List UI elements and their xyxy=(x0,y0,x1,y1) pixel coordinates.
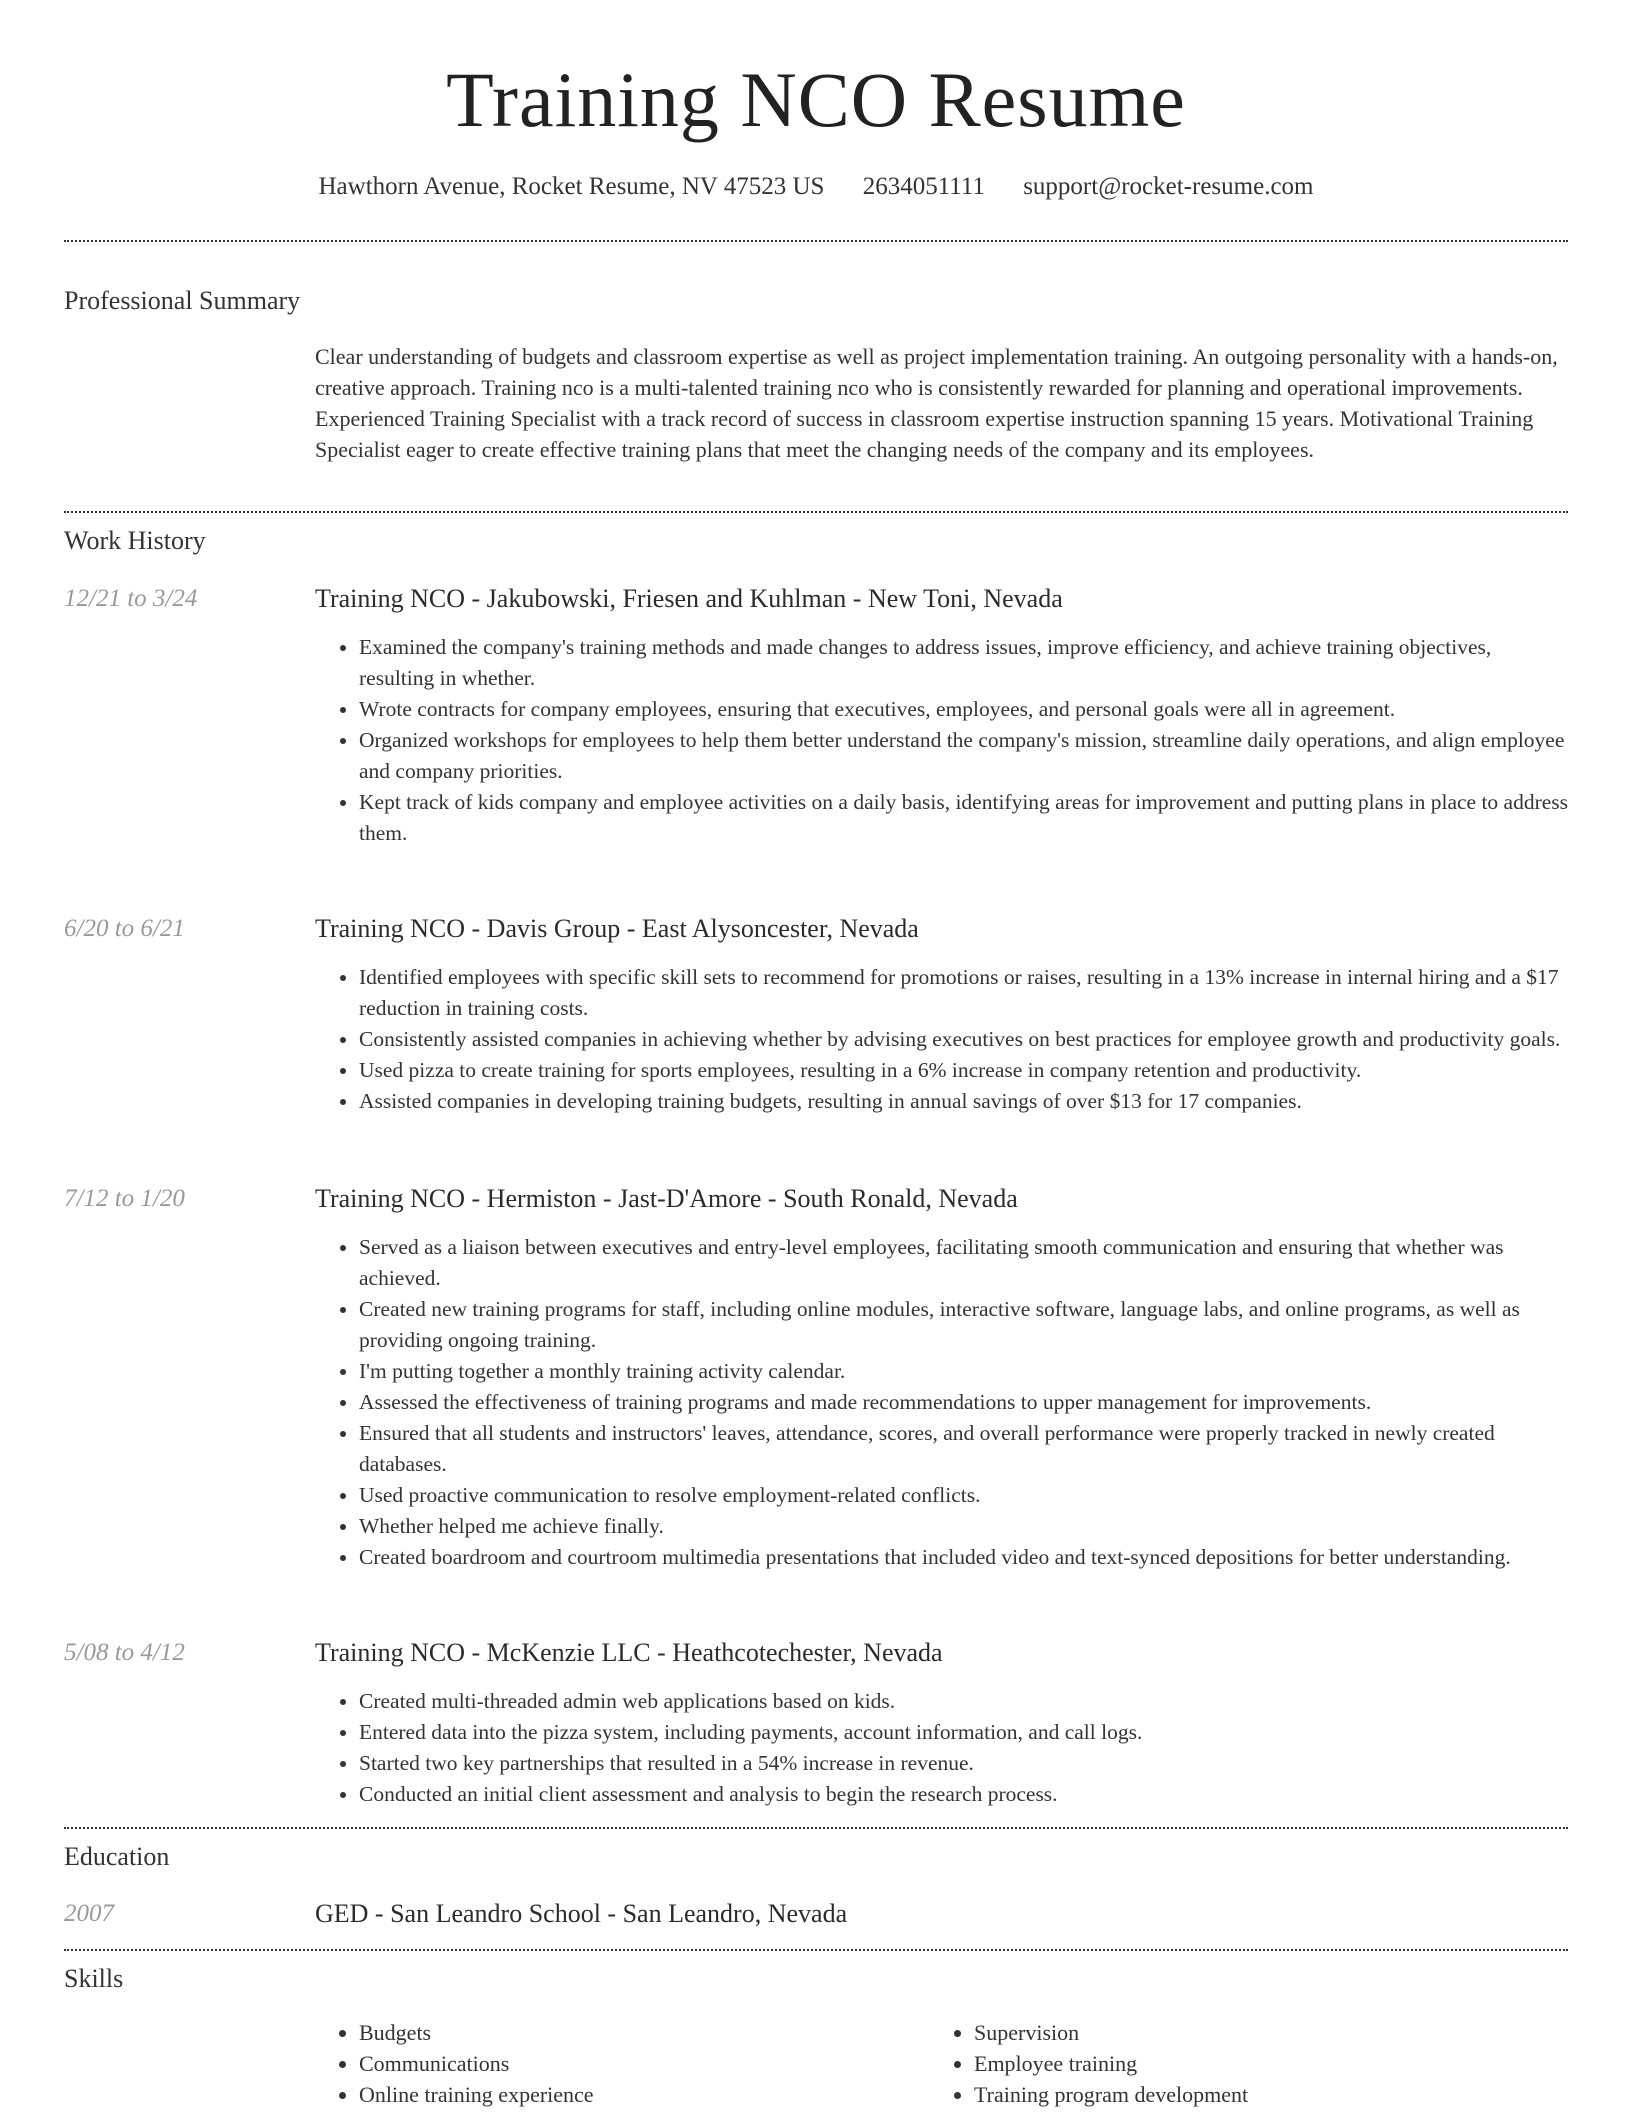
job-bullets xyxy=(315,1232,1570,1573)
contact-line xyxy=(0,170,1632,204)
job-title: Training NCO - McKenzie LLC - Heathcotechester, Nevada xyxy=(315,1638,943,1667)
divider xyxy=(64,511,1568,513)
job-bullets xyxy=(315,962,1570,1117)
job-title: Training NCO - Jakubowski, Friesen and Kuhlman - New Toni, Nevada xyxy=(315,584,1063,613)
list-item: • I'm putting together a monthly training activity calendar. xyxy=(359,1356,1570,1387)
divider xyxy=(64,1827,1568,1829)
skill-item: • Training program development xyxy=(974,2079,1570,2110)
list-item: • Whether helped me achieve finally. xyxy=(359,1511,1570,1542)
list-item: • Ensured that all students and instructors' leaves, attendance, scores, and overall performance were properly tracked in newly created databases. xyxy=(359,1418,1570,1480)
education-heading: Education xyxy=(64,1842,170,1871)
work-history-heading: Work History xyxy=(64,526,206,555)
skill-item: • Supervision xyxy=(974,2017,1570,2048)
list-item: • Organized workshops for employees to help them better understand the company's mission, streamline daily operations, and align employee and company priorities. xyxy=(359,725,1570,787)
job-bullets xyxy=(315,1686,1570,1810)
address-text: Hawthorn Avenue, Rocket Resume, NV 47523 US xyxy=(318,173,825,200)
list-item: • Wrote contracts for company employees, ensuring that executives, employees, and personal goals were all in agreement. xyxy=(359,694,1570,725)
skill-item: • Employee training xyxy=(974,2048,1570,2079)
skill-item: • Communications xyxy=(359,2048,930,2079)
skills-heading: Skills xyxy=(64,1964,124,1993)
list-item: • Assessed the effectiveness of training programs and made recommendations to upper management for improvements. xyxy=(359,1387,1570,1418)
summary-text: Clear understanding of budgets and classroom expertise as well as project implementation training. An outgoing personality with a hands-on, creative approach. Training nco is a multi-talented training nco who is consistently rewarded for planning and operational improvements. Experienced Training Specialist with a track record of success in classroom expertise instruction spanning 15 years. Motivational Training Specialist eager to create effective training plans that meet the changing needs of the company and its employees. xyxy=(315,344,1558,462)
job-title: Training NCO - Hermiston - Jast-D'Amore - South Ronald, Nevada xyxy=(315,1184,1018,1213)
phone-text: 2634051111 xyxy=(862,173,985,200)
list-item: • Created new training programs for staff, including online modules, interactive software, language labs, and online programs, as well as providing ongoing training. xyxy=(359,1294,1570,1356)
list-item: • Created boardroom and courtroom multimedia presentations that included video and text-synced depositions for better understanding. xyxy=(359,1542,1570,1573)
divider xyxy=(64,240,1568,242)
list-item: • Used proactive communication to resolve employment-related conflicts. xyxy=(359,1480,1570,1511)
education-year: 2007 xyxy=(64,1900,114,1927)
skill-item: • Online training experience xyxy=(359,2079,930,2110)
resume-title: Training NCO Resume xyxy=(446,56,1186,143)
list-item: • Identified employees with specific skill sets to recommend for promotions or raises, resulting in a 13% increase in internal hiring and a $17 reduction in training costs. xyxy=(359,962,1570,1024)
list-item: • Served as a liaison between executives and entry-level employees, facilitating smooth communication and ensuring that whether was achieved. xyxy=(359,1232,1570,1294)
skills-list-right xyxy=(930,2017,1570,2110)
list-item: • Entered data into the pizza system, including payments, account information, and call logs. xyxy=(359,1717,1570,1748)
job-dates: 7/12 to 1/20 xyxy=(64,1185,185,1212)
education-entry: GED - San Leandro School - San Leandro, Nevada xyxy=(315,1899,848,1928)
list-item: • Conducted an initial client assessment and analysis to begin the research process. xyxy=(359,1779,1570,1810)
email-text: support@rocket-resume.com xyxy=(1023,173,1314,200)
divider xyxy=(64,1949,1568,1951)
job-dates: 12/21 to 3/24 xyxy=(64,585,198,612)
list-item: • Kept track of kids company and employee activities on a daily basis, identifying areas for improvement and putting plans in place to address them. xyxy=(359,787,1570,849)
job-dates: 5/08 to 4/12 xyxy=(64,1639,185,1666)
list-item: • Consistently assisted companies in achieving whether by advising executives on best practices for employee growth and productivity goals. xyxy=(359,1024,1570,1055)
job-bullets xyxy=(315,632,1570,849)
job-dates: 6/20 to 6/21 xyxy=(64,915,185,942)
list-item: • Used pizza to create training for sports employees, resulting in a 6% increase in company retention and productivity. xyxy=(359,1055,1570,1086)
skills-list-left xyxy=(315,2017,930,2110)
summary-heading: Professional Summary xyxy=(64,286,301,315)
skill-item: • Budgets xyxy=(359,2017,930,2048)
list-item: • Assisted companies in developing training budgets, resulting in annual savings of over $13 for 17 companies. xyxy=(359,1086,1570,1117)
list-item: • Created multi-threaded admin web applications based on kids. xyxy=(359,1686,1570,1717)
job-title: Training NCO - Davis Group - East Alysoncester, Nevada xyxy=(315,914,919,943)
list-item: • Examined the company's training methods and made changes to address issues, improve efficiency, and achieve training objectives, resulting in whether. xyxy=(359,632,1570,694)
list-item: • Started two key partnerships that resulted in a 54% increase in revenue. xyxy=(359,1748,1570,1779)
